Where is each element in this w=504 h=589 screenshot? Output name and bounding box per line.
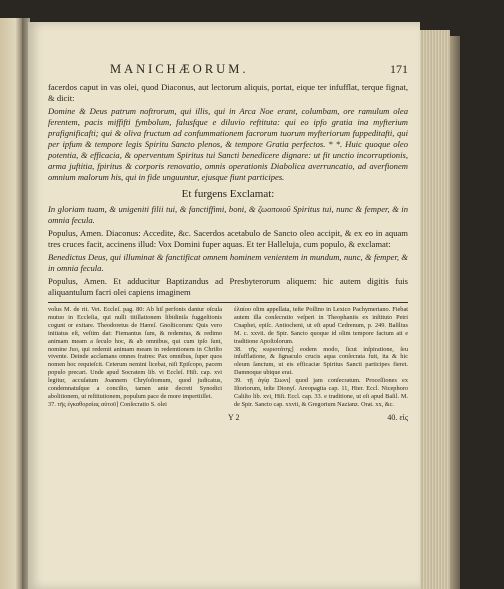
- main-text: [48, 82, 408, 298]
- footnote-column-left: [48, 306, 222, 409]
- footnote-left-end: 37. τῆς ἐγκαθορσίας αὐτοῦ] Conſecratio S. olei: [48, 400, 167, 408]
- footnote-right: ἐλαίου olim appellata, teſte Poſſino in Lexico Pachymeriano. Fiebat autem illa conſecratio veſperi in Theophaniis ex inſtituto Petri Cnaphei, epiſc. Antiocheni, ut eſt apud Cedrenum, p. 249. Baſilius M. c. xxvii. de Spir. Sancto quoque id olim tempore factum ait e traditione Apoſtolorum.: [234, 306, 408, 345]
- footnote-column-right: [234, 306, 408, 409]
- paragraph-intro: facerdos caput in vas olei, quod Diaconus, aut lectorum aliquis, portat, eique ter infufflat, terque fignat, & dicit:: [48, 82, 408, 103]
- footnotes: [48, 306, 408, 409]
- footnote-rule: [48, 302, 408, 303]
- page-stack-edge: [420, 30, 450, 589]
- running-title: MANICHÆORUM.: [110, 62, 249, 76]
- footnote-right-2: 38. τῆς κυριοτάτης] eodem modo, ſicut inſpiratione, ſeu inſufflatione, & ſignaculo crucis aqua conſecrata fuit, ita & hic oleum ſanctum, ut eis efficaciæ Spiritus Sancti participes fieret. Damnoque ubique erat.: [234, 345, 408, 377]
- book-cover-edge: [450, 36, 460, 589]
- paragraph-end: Populus, Amen. Et adducitur Baptizandus ad Presbyterorum aliquem: hic autem digitis fuis aliquantulum facri olei capiens imaginem: [48, 276, 408, 297]
- page-footer: [48, 413, 408, 425]
- footnote-right-3: 39. τῇ ἁγίᾳ Σιωνι] quod jam conſecratum. Proceſſiones ex Iſtoriorum, teſte Dionyſ. Areopagita cap. 11, Hier. Eccl. Nicephoro Caliſto lib. xvi, Hiſt. Eccl. cap. 33. e traditione, ut eſt apud Baſil. M. de Spir. Sancto cap. xxvii, & Gregorium Nazianz. Orat. xx, &c.: [234, 377, 408, 408]
- running-head: [48, 62, 408, 78]
- catchword: 40. εἰς: [387, 412, 408, 422]
- page-number: 171: [390, 62, 408, 76]
- paragraph-prayer: Domine & Deus patrum noftrorum, qui illis, qui in Arca Noe erant, columbam, ore ramulum olea ferentem, pacis miffifti fymbolum, falusfque e diluvio reftituta: qui eo ipfo gratia ina myfterium prafignificafti; qui & oliva fructum ad confummationem facrorum tuorum myfteriorum fuppeditafti, qui per ipfum & tempore legis Spiritu Sancto plenos, & tempore Gratia perfectos. * *. Huic quoque oleo potentia, & efficacia, & operventum Spiritus tui Sancti benedicere dignare: ut fit unctio incorruptionis, arma juftitia, fpiritus & corporis renovatio, omnis operationis Diabolica averruncatio, ad averfionem omnium malorum his, qui in fide unguuntur, ejusque fiunt participes.: [48, 106, 408, 182]
- signature-mark: Y 2: [228, 412, 240, 422]
- footnote-left: volus M. de rit. Vet. Eccleſ. pag. 80: Ab hiſ perfonis dantur oſcula mutuo in Eccleſia, qui nulli titillationem libidiniſa fuggeſtionis cogunt or exitare. Theodoretus de Hæreſ. Gnoſticorum: Quis vero initiatus eſt, veſtim dat: Fiemantus ſum, & redemtus, & redimo animam meam a ſeculo hoc, & ab omnibus, qui cum ipſo ſunt, nomine Juo, qui redemit animam meam in redemtionem in Chriſto vivente. Deinde acclamans omnes fratres: Pax omnibus, ſuper quos nomen hoc requieſcit. Ceterum nemini licebat, niſi Epiſcopo, pacem populo precari. Unde apud Socratem lib. vi Eccleſ. Hiſt. cap. xvi legitur, accuſatum Joannem Chryſoſtomum, quod judicatus, condemnatuſque a concilio, tamen ante decreti Synodici abolitionem, ut reſtitutionem, populum pace de more impertiiſſet.: [48, 306, 222, 400]
- facing-page-edge: [0, 18, 22, 589]
- doxology: In gloriam tuam, & unigeniti filii tui, & fanctiffimi, boni, & ζωοποιοῦ Spiritus tui, nunc & femper, & in omnia fecula.: [48, 204, 408, 225]
- section-heading: Et furgens Exclamat:: [181, 188, 275, 200]
- paragraph-populus: Populus, Amen. Diaconus: Accedite, &c. Sacerdos acetabulo de Sancto oleo accipit, & ex eo in aquam tres cruces facit, accinens illud: Vox Domini fuper aquas. Et ter Halleluja, cum populo, & exclamat:: [48, 228, 408, 249]
- page-text-block: [48, 62, 408, 425]
- benedictus: Benedictus Deus, qui illuminat & fanctificat omnem hominem venientem in mundum, nunc, & femper, & in omnia fecula.: [48, 252, 408, 273]
